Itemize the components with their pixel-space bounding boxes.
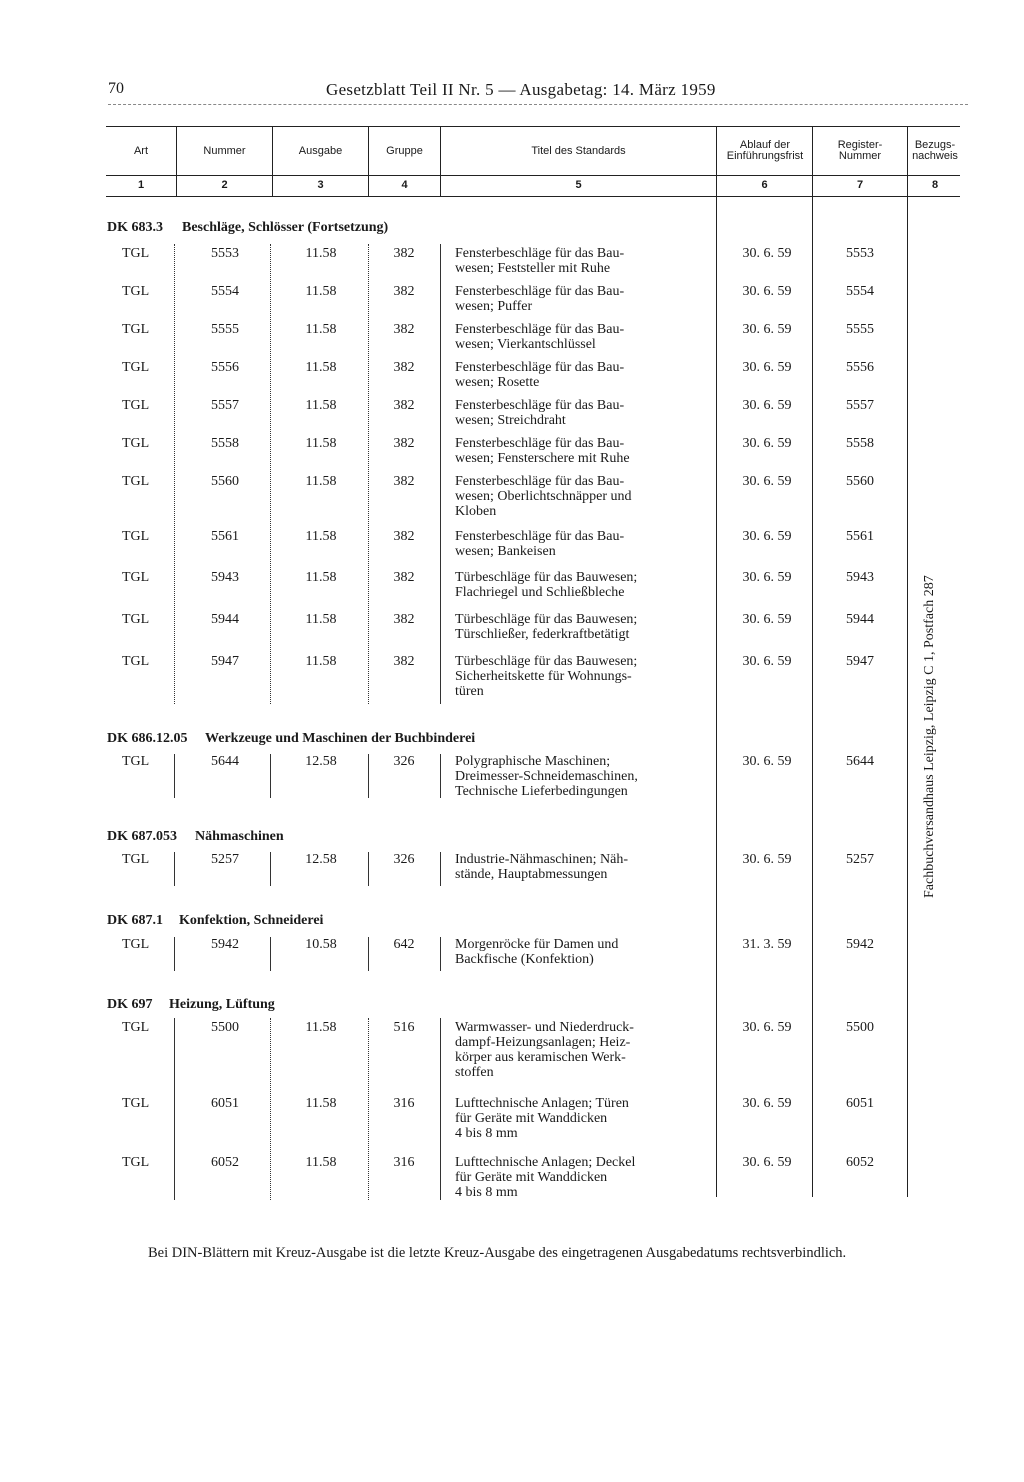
column-divider: [368, 244, 369, 704]
cell-ablauf: 30. 6. 59: [742, 1020, 792, 1035]
cell-art: TGL: [122, 529, 150, 544]
cell-nummer: 5557: [211, 398, 239, 413]
section-heading: [107, 997, 275, 1013]
cell-art: TGL: [122, 612, 150, 627]
cell-art: TGL: [122, 246, 150, 261]
cell-art: TGL: [122, 398, 150, 413]
cell-nummer: 5554: [211, 284, 239, 299]
cell-nummer: 5942: [211, 937, 239, 952]
cell-gruppe: 382: [393, 654, 415, 669]
cell-ablauf: 31. 3. 59: [742, 937, 792, 952]
cell-ausgabe: 11.58: [305, 246, 337, 261]
table-top-rule: [106, 126, 960, 127]
cell-titel: Türbeschläge für das Bauwesen; Flachriegel und Schließbleche: [455, 570, 638, 600]
col-head-nummer: Nummer: [203, 144, 246, 157]
cell-gruppe: 326: [393, 754, 415, 769]
cell-art: TGL: [122, 360, 150, 375]
col-num: 7: [856, 179, 864, 191]
section-code: DK 687.053: [107, 829, 177, 844]
cell-ausgabe: 10.58: [305, 937, 337, 952]
cell-ablauf: 30. 6. 59: [742, 284, 792, 299]
cell-nummer: 5944: [211, 612, 239, 627]
row-divider: [440, 937, 441, 971]
section-code: DK 697: [107, 997, 153, 1012]
cell-titel: Fensterbeschläge für das Bau- wesen; Rosette: [455, 360, 625, 390]
col-num: 2: [221, 179, 228, 191]
cell-nummer: 5555: [211, 322, 239, 337]
column-divider: [440, 244, 441, 704]
col-head-bezug: Bezugs-nachweis: [912, 139, 958, 162]
cell-ablauf: 30. 6. 59: [742, 474, 792, 489]
cell-ablauf: 30. 6. 59: [742, 852, 792, 867]
section-code: DK 687.1: [107, 913, 163, 928]
cell-ablauf: 30. 6. 59: [742, 246, 792, 261]
cell-gruppe: 382: [393, 360, 415, 375]
cell-nummer: 5644: [211, 754, 239, 769]
cell-gruppe: 382: [393, 246, 415, 261]
cell-register: 6051: [846, 1096, 874, 1111]
cell-art: TGL: [122, 322, 150, 337]
column-divider: [907, 127, 908, 1197]
cell-nummer: 5561: [211, 529, 239, 544]
col-num: 8: [931, 179, 939, 191]
cell-ausgabe: 12.58: [305, 754, 337, 769]
col-num: 5: [575, 179, 582, 191]
col-head-ablauf: Ablauf der Einführungsfrist: [726, 139, 804, 162]
col-head-art: Art: [133, 144, 149, 157]
cell-ausgabe: 11.58: [305, 436, 337, 451]
cell-register: 5555: [846, 322, 874, 337]
row-divider: [440, 754, 441, 798]
bezugsnachweis-vertical: Fachbuchversandhaus Leipzig, Leipzig C 1, Postfach 287: [922, 575, 937, 898]
section-heading: [107, 731, 475, 747]
column-divider: [174, 244, 175, 704]
col-num: 4: [401, 179, 408, 191]
cell-register: 5554: [846, 284, 874, 299]
cell-ausgabe: 11.58: [305, 612, 337, 627]
row-divider: [174, 852, 175, 886]
cell-ausgabe: 11.58: [305, 360, 337, 375]
cell-titel: Fensterbeschläge für das Bau- wesen; Vierkantschlüssel: [455, 322, 625, 352]
cell-register: 5944: [846, 612, 874, 627]
col-num: 3: [317, 179, 324, 191]
table-number-rule: [106, 196, 960, 197]
cell-ablauf: 30. 6. 59: [742, 398, 792, 413]
header-rule: [108, 104, 968, 105]
cell-register: 5942: [846, 937, 874, 952]
cell-ausgabe: 11.58: [305, 1096, 337, 1111]
col-head-register: Register-Nummer: [837, 139, 883, 162]
cell-ausgabe: 11.58: [305, 1020, 337, 1035]
cell-ausgabe: 11.58: [305, 529, 337, 544]
cell-register: 5557: [846, 398, 874, 413]
cell-register: 5644: [846, 754, 874, 769]
cell-titel: Lufttechnische Anlagen; Deckel für Geräte mit Wanddicken 4 bis 8 mm: [455, 1155, 636, 1200]
row-divider: [174, 754, 175, 798]
cell-ablauf: 30. 6. 59: [742, 570, 792, 585]
section-title: Konfektion, Schneiderei: [179, 913, 324, 928]
col-num: 1: [137, 179, 145, 191]
cell-gruppe: 382: [393, 322, 415, 337]
cell-nummer: 5560: [211, 474, 239, 489]
cell-ausgabe: 12.58: [305, 852, 337, 867]
row-divider: [270, 852, 271, 886]
cell-register: 5558: [846, 436, 874, 451]
column-divider: [270, 1018, 271, 1200]
footnote: Bei DIN-Blättern mit Kreuz-Ausgabe ist die letzte Kreuz-Ausgabe des eingetragenen Ausgabedatums rechtsverbindlich.: [148, 1245, 847, 1261]
section-code: DK 683.3: [107, 220, 163, 235]
cell-gruppe: 516: [393, 1020, 415, 1035]
cell-titel: Türbeschläge für das Bauwesen; Sicherheitskette für Wohnungs- türen: [455, 654, 638, 699]
cell-titel: Polygraphische Maschinen; Dreimesser-Schneidemaschinen, Technische Lieferbedingungen: [455, 754, 638, 799]
row-divider: [440, 852, 441, 886]
column-divider: [174, 1018, 175, 1200]
cell-ablauf: 30. 6. 59: [742, 1096, 792, 1111]
cell-titel: Fensterbeschläge für das Bau- wesen; Feststeller mit Ruhe: [455, 246, 625, 276]
cell-art: TGL: [122, 570, 150, 585]
section-heading: [107, 913, 323, 929]
cell-nummer: 6051: [211, 1096, 239, 1111]
cell-ausgabe: 11.58: [305, 1155, 337, 1170]
cell-nummer: 5257: [211, 852, 239, 867]
cell-register: 5553: [846, 246, 874, 261]
cell-art: TGL: [122, 284, 150, 299]
cell-register: 5500: [846, 1020, 874, 1035]
cell-register: 5561: [846, 529, 874, 544]
col-head-ausgabe: Ausgabe: [298, 144, 343, 157]
section-title: Werkzeuge und Maschinen der Buchbinderei: [205, 731, 476, 746]
cell-ablauf: 30. 6. 59: [742, 436, 792, 451]
column-divider: [812, 127, 813, 1197]
cell-art: TGL: [122, 654, 150, 669]
cell-gruppe: 642: [393, 937, 415, 952]
cell-gruppe: 382: [393, 474, 415, 489]
cell-titel: Fensterbeschläge für das Bau- wesen; Puffer: [455, 284, 625, 314]
cell-register: 5947: [846, 654, 874, 669]
cell-gruppe: 382: [393, 529, 415, 544]
cell-titel: Warmwasser- und Niederdruck- dampf-Heizungsanlagen; Heiz- körper aus keramischen Werk- stoffen: [455, 1020, 634, 1080]
cell-nummer: 5558: [211, 436, 239, 451]
cell-art: TGL: [122, 474, 150, 489]
cell-register: 5943: [846, 570, 874, 585]
cell-art: TGL: [122, 436, 150, 451]
table-header-rule: [106, 175, 960, 176]
header-title: Gesetzblatt Teil II Nr. 5 — Ausgabetag: 14. März 1959: [326, 80, 716, 99]
column-divider: [270, 244, 271, 704]
cell-ausgabe: 11.58: [305, 654, 337, 669]
section-heading: [107, 829, 284, 845]
col-num: 6: [761, 179, 768, 191]
cell-art: TGL: [122, 937, 150, 952]
cell-ablauf: 30. 6. 59: [742, 529, 792, 544]
cell-gruppe: 382: [393, 612, 415, 627]
cell-nummer: 5553: [211, 246, 239, 261]
col-head-gruppe: Gruppe: [386, 144, 423, 157]
cell-nummer: 6052: [211, 1155, 239, 1170]
cell-ablauf: 30. 6. 59: [742, 1155, 792, 1170]
cell-titel: Lufttechnische Anlagen; Türen für Geräte mit Wanddicken 4 bis 8 mm: [455, 1096, 629, 1141]
cell-ablauf: 30. 6. 59: [742, 612, 792, 627]
section-title: Beschläge, Schlösser (Fortsetzung): [182, 220, 389, 235]
cell-nummer: 5947: [211, 654, 239, 669]
cell-gruppe: 326: [393, 852, 415, 867]
section-heading: [107, 220, 388, 236]
cell-ablauf: 30. 6. 59: [742, 754, 792, 769]
column-divider: [440, 1018, 441, 1200]
row-divider: [368, 937, 369, 971]
row-divider: [174, 937, 175, 971]
row-divider: [270, 937, 271, 971]
cell-ausgabe: 11.58: [305, 398, 337, 413]
cell-titel: Fensterbeschläge für das Bau- wesen; Oberlichtschnäpper und Kloben: [455, 474, 632, 519]
cell-nummer: 5500: [211, 1020, 239, 1035]
cell-art: TGL: [122, 754, 150, 769]
cell-art: TGL: [122, 852, 150, 867]
row-divider: [368, 754, 369, 798]
column-divider: [716, 127, 717, 1197]
cell-register: 5556: [846, 360, 874, 375]
cell-gruppe: 382: [393, 570, 415, 585]
cell-gruppe: 382: [393, 284, 415, 299]
cell-titel: Fensterbeschläge für das Bau- wesen; Fensterschere mit Ruhe: [455, 436, 630, 466]
section-code: DK 686.12.05: [107, 731, 188, 746]
cell-titel: Industrie-Nähmaschinen; Näh- stände, Hauptabmessungen: [455, 852, 628, 882]
cell-ablauf: 30. 6. 59: [742, 654, 792, 669]
page-number: 70: [108, 80, 124, 97]
section-title: Nähmaschinen: [195, 829, 284, 844]
cell-titel: Morgenröcke für Damen und Backfische (Konfektion): [455, 937, 619, 967]
cell-ablauf: 30. 6. 59: [742, 360, 792, 375]
section-title: Heizung, Lüftung: [169, 997, 275, 1012]
cell-art: TGL: [122, 1155, 150, 1170]
cell-nummer: 5943: [211, 570, 239, 585]
cell-ausgabe: 11.58: [305, 474, 337, 489]
cell-register: 5560: [846, 474, 874, 489]
cell-nummer: 5556: [211, 360, 239, 375]
col-head-titel: Titel des Standards: [531, 144, 626, 157]
cell-register: 6052: [846, 1155, 874, 1170]
cell-art: TGL: [122, 1096, 150, 1111]
cell-ausgabe: 11.58: [305, 284, 337, 299]
cell-gruppe: 316: [393, 1155, 415, 1170]
column-divider: [368, 1018, 369, 1200]
cell-titel: Fensterbeschläge für das Bau- wesen; Streichdraht: [455, 398, 625, 428]
row-divider: [368, 852, 369, 886]
cell-gruppe: 382: [393, 436, 415, 451]
cell-titel: Fensterbeschläge für das Bau- wesen; Bankeisen: [455, 529, 625, 559]
cell-ausgabe: 11.58: [305, 322, 337, 337]
cell-titel: Türbeschläge für das Bauwesen; Türschließer, federkraftbetätigt: [455, 612, 638, 642]
row-divider: [270, 754, 271, 798]
cell-register: 5257: [846, 852, 874, 867]
cell-gruppe: 382: [393, 398, 415, 413]
cell-art: TGL: [122, 1020, 150, 1035]
cell-ausgabe: 11.58: [305, 570, 337, 585]
cell-gruppe: 316: [393, 1096, 415, 1111]
cell-ablauf: 30. 6. 59: [742, 322, 792, 337]
